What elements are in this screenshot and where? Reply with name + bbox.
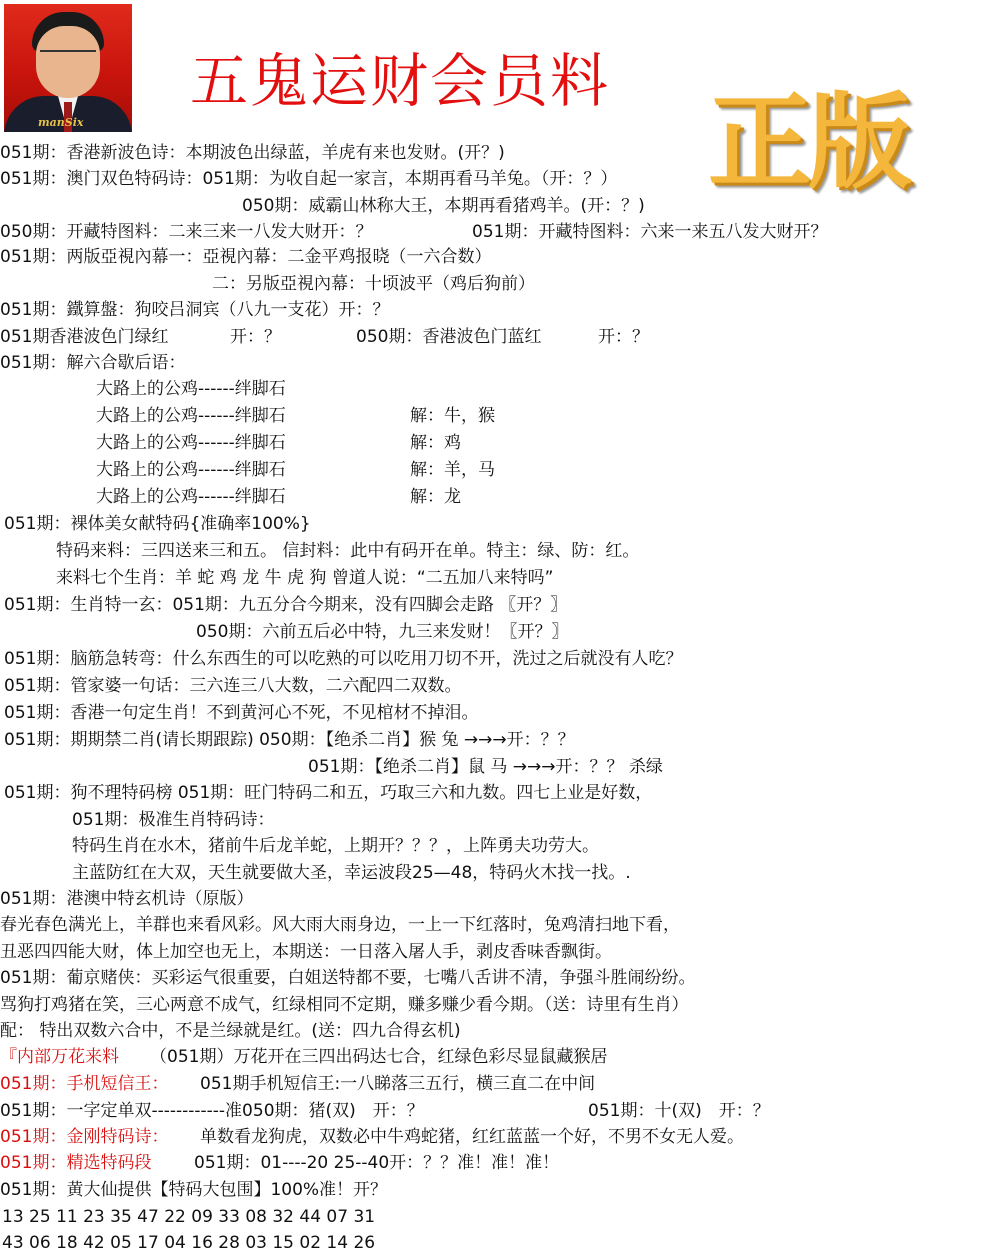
text-line: 051期香港波色门绿红 <box>0 327 169 347</box>
photo-glasses <box>40 50 96 62</box>
text-line: 丑恶四四能大财，体上加空也无上，本期送：一日落入屠人手，剥皮香味香飘街。 <box>0 942 612 962</box>
text-line: 二：另版亞視內幕：十顷波平（鸡后狗前） <box>212 274 535 294</box>
text-line: 051期：澳门双色特码诗：051期：为收自起一家言，本期再看马羊兔。（开：？） <box>0 169 618 189</box>
text-line: 大路上的公鸡------绊脚石 <box>96 379 286 399</box>
text-line: 单数看龙狗虎，双数必中牛鸡蛇猪，红红蓝蓝一个好，不男不女无人爱。 <box>200 1127 744 1147</box>
text-line: 主蓝防红在大双，天生就要做大圣，幸运波段25—48，特码火木找一找。. <box>72 863 631 883</box>
photo-face <box>36 26 100 98</box>
text-line: 051期：一字定单双------------准050期：猪(双) 开：？ <box>0 1101 424 1121</box>
text-line: 051期：黄大仙提供【特码大包围】100%准！开？ <box>0 1180 388 1200</box>
genuine-stamp: 正版 <box>708 81 909 203</box>
text-line: 051期：裸体美女献特码{准确率100%} <box>4 514 311 534</box>
text-line: 来料七个生肖：羊 蛇 鸡 龙 牛 虎 狗 曾道人说：“二五加八来特吗” <box>56 568 554 588</box>
text-line: 051期：01----20 25--40开：？？准！准！准！ <box>194 1153 560 1173</box>
text-line: 解：鸡 <box>410 433 461 453</box>
text-line: 051期：十(双) 开：？ <box>588 1101 770 1121</box>
text-line: 特码生肖在水木，猪前牛后龙羊蛇，上期开？？？，上阵勇夫功劳大。 <box>72 836 599 856</box>
text-line: 051期：脑筋急转弯：什么东西生的可以吃熟的可以吃用刀切不开，洗过之后就没有人吃？ <box>4 649 683 669</box>
text-line-red: 051期：手机短信王： <box>0 1074 169 1094</box>
text-line-red: 『内部万花来料 <box>0 1047 119 1067</box>
number-row: 13 25 11 23 35 47 22 09 33 08 32 44 07 31 <box>2 1207 376 1227</box>
text-line: 骂狗打鸡猪在笑，三心两意不成气，红绿相同不定期，赚多赚少看今期。（送：诗里有生肖） <box>0 995 689 1015</box>
text-line: 配： 特出双数六合中，不是兰绿就是红。(送：四九合得玄机) <box>0 1021 461 1041</box>
text-line: 051期：鐵算盤：狗咬吕洞宾（八九一支花）开：？ <box>0 300 390 320</box>
text-line: 大路上的公鸡------绊脚石 <box>96 433 286 453</box>
text-line: 051期：解六合歇后语： <box>0 353 186 373</box>
text-line-red: 051期：金刚特码诗： <box>0 1127 169 1147</box>
text-line: 050期：香港波色门蓝红 <box>356 327 542 347</box>
text-line: 特码来料：三四送来三和五。 信封料：此中有码开在单。特主：绿、防：红。 <box>56 541 640 561</box>
text-line: 050期：六前五后必中特，九三来发财！〖开？〗 <box>196 622 569 642</box>
page-title: 五鬼运财会员料 <box>190 47 611 115</box>
text-line: 051期：狗不理特码榜 051期：旺门特码二和五，巧取三六和九数。四七上业是好数， <box>4 783 653 803</box>
text-line: 051期：生肖特一玄：051期：九五分合今期来，没有四脚会走路 〖开？〗 <box>4 595 568 615</box>
text-line: 051期：香港一句定生肖！不到黄河心不死，不见棺材不掉泪。 <box>4 703 479 723</box>
text-line: 051期：葡京赌侠：买彩运气很重要，白姐送特都不要，七嘴八舌讲不清，争强斗胜闹纷纷。 <box>0 968 696 988</box>
text-line: 大路上的公鸡------绊脚石 <box>96 487 286 507</box>
text-line: （051期）万花开在三四出码达七合，红绿色彩尽显鼠藏猴居 <box>150 1047 608 1067</box>
text-line: 051期：港澳中特玄机诗（原版） <box>0 889 254 909</box>
text-line: 050期：开藏特图料：二来三来一八发大财开：？ <box>0 222 373 242</box>
text-line: 050期：威霸山林称大王，本期再看猪鸡羊。(开：？) <box>242 196 645 216</box>
text-line: 开：？ <box>598 327 649 347</box>
text-line: 051期：开藏特图料：六来一来五八发大财开？ <box>472 222 828 242</box>
text-line: 解：羊，马 <box>410 460 495 480</box>
text-line: 051期：两版亞視內幕一：亞視內幕：二金平鸡报晓（一六合数） <box>0 247 492 267</box>
text-line: 051期：【绝杀二肖】鼠 马 →→→开：？？ 杀绿 <box>308 757 663 777</box>
text-line-red: 051期：精选特码段 <box>0 1153 152 1173</box>
text-line: 大路上的公鸡------绊脚石 <box>96 460 286 480</box>
text-line: 051期：期期禁二肖(请长期跟踪) 050期：【绝杀二肖】猴 兔 →→→开：？？ <box>4 730 575 750</box>
text-line: 大路上的公鸡------绊脚石 <box>96 406 286 426</box>
text-line: 051期：极准生肖特码诗： <box>72 810 275 830</box>
text-line: 051期手机短信王:一八睇落三五行，横三直二在中间 <box>200 1074 596 1094</box>
header-photo <box>4 4 132 132</box>
photo-logo-text: manSix <box>38 116 84 129</box>
text-line: 开：？ <box>230 327 281 347</box>
text-line: 春光春色满光上，羊群也来看风彩。风大雨大雨身边，一上一下红落时，兔鸡清扫地下看， <box>0 915 680 935</box>
text-line: 解：龙 <box>410 487 461 507</box>
text-line: 051期：香港新波色诗：本期波色出绿蓝，羊虎有来也发财。(开？) <box>0 143 505 163</box>
text-line: 051期：管家婆一句话：三六连三八大数，二六配四二双数。 <box>4 676 462 696</box>
number-row: 43 06 18 42 05 17 04 16 28 03 15 02 14 26 <box>2 1233 376 1253</box>
text-line: 解：牛，猴 <box>410 406 495 426</box>
